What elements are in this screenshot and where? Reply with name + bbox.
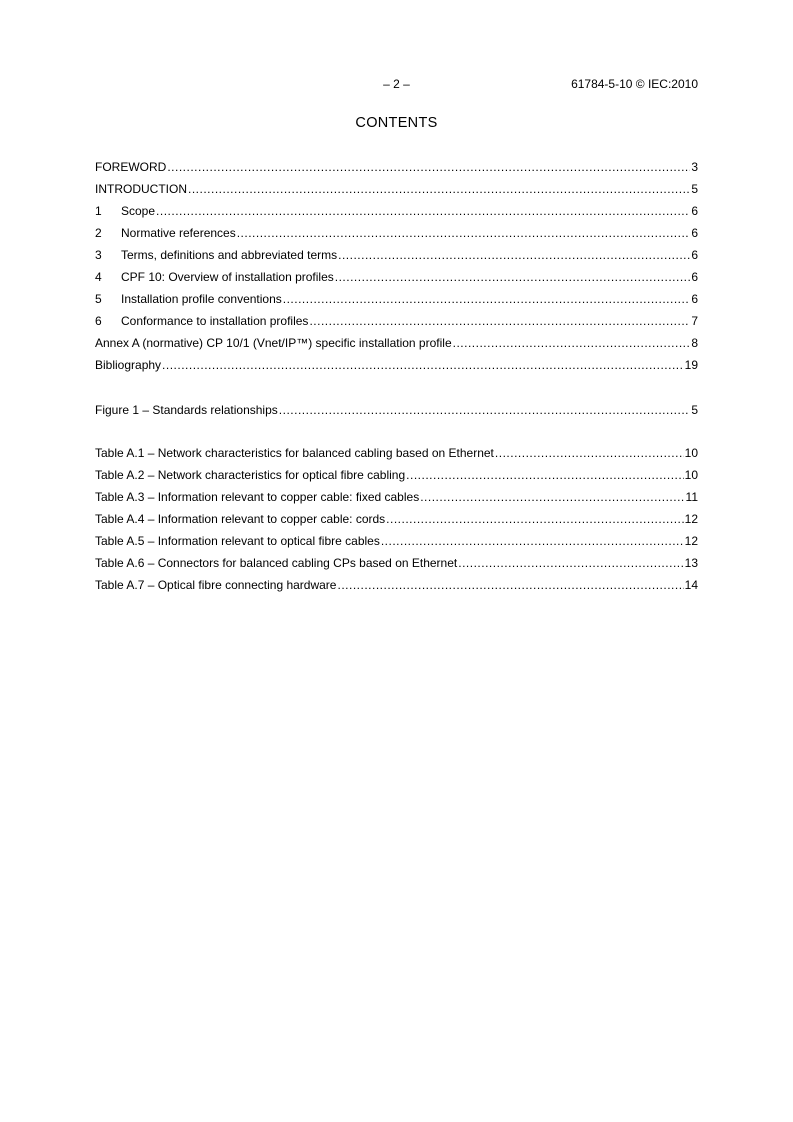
toc-entry-page: 14 (684, 578, 698, 592)
toc-entry-table-a4[interactable] (95, 511, 698, 533)
toc-entry-page: 6 (691, 204, 698, 218)
toc-entry-page: 8 (691, 336, 698, 350)
toc-entry-page: 6 (691, 270, 698, 284)
toc-entry-table-a1[interactable] (95, 445, 698, 467)
dot-leader (458, 555, 683, 571)
dot-leader (386, 511, 683, 527)
toc-entry-scope[interactable] (95, 203, 698, 225)
toc-entry-number: 2 (95, 226, 102, 240)
toc-entry-text: Annex A (normative) CP 10/1 (Vnet/IP™) specific installation profile (95, 336, 452, 350)
toc-entry-profile-conventions[interactable] (95, 291, 698, 313)
toc-entry-cpf10-overview[interactable] (95, 269, 698, 291)
toc-entry-page: 13 (684, 556, 698, 570)
toc-entry-number: 1 (95, 204, 102, 218)
toc-entry-text: Terms, definitions and abbreviated terms (121, 248, 338, 262)
dot-leader (381, 533, 684, 549)
toc-entry-text: CPF 10: Overview of installation profiles (121, 270, 334, 284)
toc-entry-page: 5 (691, 403, 698, 417)
toc-entry-number: 3 (95, 248, 102, 262)
toc-entry-table-a3[interactable] (95, 489, 698, 511)
page-header (95, 77, 698, 93)
toc-entry-bibliography[interactable] (95, 357, 698, 379)
toc-entry-text: Conformance to installation profiles (121, 314, 309, 328)
dot-leader (495, 445, 684, 461)
toc-entry-page: 11 (685, 490, 698, 504)
toc-entry-table-a6[interactable] (95, 555, 698, 577)
toc-tables-section (95, 445, 698, 599)
document-reference: 61784-5-10 © IEC:2010 (571, 77, 698, 91)
dot-leader (162, 357, 684, 373)
toc-entry-page: 12 (684, 534, 698, 548)
contents-title: CONTENTS (355, 115, 438, 131)
toc-entry-foreword[interactable] (95, 159, 698, 181)
toc-entry-page: 12 (684, 512, 698, 526)
dot-leader (188, 181, 690, 197)
toc-entry-figure-1[interactable] (95, 402, 698, 424)
dot-leader (338, 247, 690, 263)
toc-main-section (95, 159, 698, 379)
dot-leader (337, 577, 683, 593)
toc-entry-page: 6 (691, 226, 698, 240)
toc-entry-text: FOREWORD (95, 160, 167, 174)
toc-entry-page: 3 (691, 160, 698, 174)
dot-leader (420, 489, 684, 505)
dot-leader (283, 291, 691, 307)
toc-entry-text: Table A.6 – Connectors for balanced cabling CPs based on Ethernet (95, 556, 458, 570)
toc-entry-text: Table A.4 – Information relevant to copper cable: cords (95, 512, 386, 526)
toc-entry-introduction[interactable] (95, 181, 698, 203)
toc-entry-table-a2[interactable] (95, 467, 698, 489)
dot-leader (167, 159, 690, 175)
toc-entry-table-a5[interactable] (95, 533, 698, 555)
toc-entry-page: 19 (684, 358, 698, 372)
page-number: – 2 – (383, 77, 410, 91)
toc-entry-page: 7 (691, 314, 698, 328)
toc-entry-annex-a[interactable] (95, 335, 698, 357)
dot-leader (279, 402, 691, 418)
toc-entry-normative-references[interactable] (95, 225, 698, 247)
toc-entry-page: 6 (691, 292, 698, 306)
toc-entry-text: Table A.3 – Information relevant to copper cable: fixed cables (95, 490, 420, 504)
toc-entry-terms-definitions[interactable] (95, 247, 698, 269)
toc-entry-text: Normative references (121, 226, 236, 240)
toc-entry-page: 5 (691, 182, 698, 196)
dot-leader (335, 269, 691, 285)
toc-figures-section (95, 402, 698, 424)
toc-entry-text: Figure 1 – Standards relationships (95, 403, 278, 417)
toc-entry-text: Table A.2 – Network characteristics for optical fibre cabling (95, 468, 406, 482)
toc-entry-text: Bibliography (95, 358, 162, 372)
toc-entry-table-a7[interactable] (95, 577, 698, 599)
dot-leader (453, 335, 691, 351)
toc-entry-number: 5 (95, 292, 102, 306)
toc-entry-conformance[interactable] (95, 313, 698, 335)
toc-entry-text: Table A.1 – Network characteristics for balanced cabling based on Ethernet (95, 446, 494, 460)
toc-entry-text: Table A.7 – Optical fibre connecting hardware (95, 578, 337, 592)
toc-entry-page: 6 (691, 248, 698, 262)
dot-leader (237, 225, 691, 241)
toc-entry-text: INTRODUCTION (95, 182, 187, 196)
toc-entry-page: 10 (684, 468, 698, 482)
dot-leader (156, 203, 690, 219)
dot-leader (406, 467, 683, 483)
dot-leader (309, 313, 690, 329)
toc-entry-text: Installation profile conventions (121, 292, 282, 306)
toc-entry-number: 6 (95, 314, 102, 328)
toc-entry-text: Table A.5 – Information relevant to optical fibre cables (95, 534, 380, 548)
toc-entry-number: 4 (95, 270, 102, 284)
toc-entry-text: Scope (121, 204, 156, 218)
toc-entry-page: 10 (684, 446, 698, 460)
